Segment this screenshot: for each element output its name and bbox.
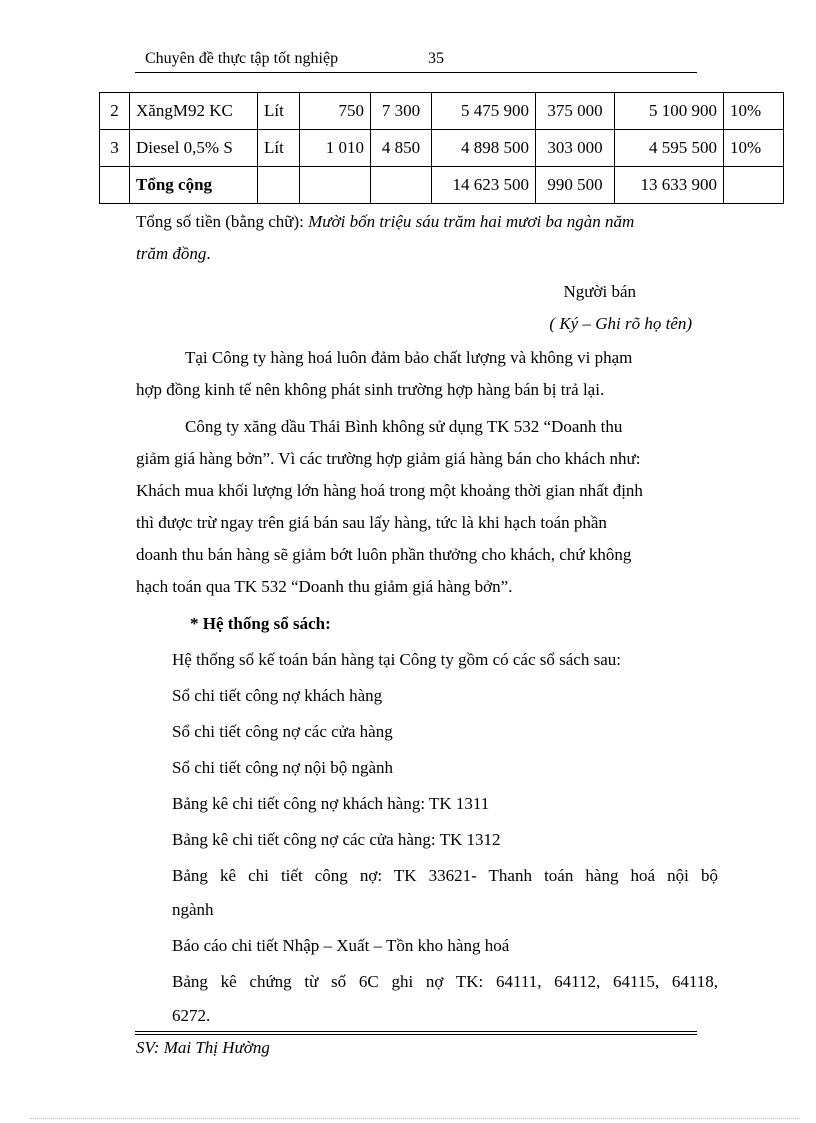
amount-in-words: Tổng số tiền (bằng chữ): Mười bốn triệu sáu trăm hai mươi ba ngàn năm trăm đồng. (136, 212, 635, 263)
discount: 375 000 (536, 93, 615, 130)
section-heading: * Hệ thống sổ sách: (190, 614, 331, 633)
page-number: 35 (428, 50, 444, 67)
total-discount: 990 500 (536, 167, 615, 204)
table-row (100, 130, 784, 167)
unit-price: 7 300 (371, 93, 432, 130)
item-name: XăngM92 KC (130, 93, 258, 130)
unit: Lít (258, 93, 300, 130)
amount-words-value-2: trăm đồng (136, 244, 207, 263)
list-item: Bảng kê chi tiết công nợ khách hàng: TK 1311 (172, 794, 490, 813)
section-intro: Hệ thống sổ kế toán bán hàng tại Công ty gồm có các sổ sách sau: (172, 650, 621, 669)
list-item-continuation: 6272. (172, 1006, 211, 1025)
total-amount: 14 623 500 (432, 167, 536, 204)
tax-rate: 10% (724, 130, 784, 167)
paragraph-discounts: Công ty xăng dầu Thái Bình không sử dụng TK 532 “Doanh thu giảm giá hàng bởn”. Vì các trường hợp giảm giá hàng bán cho khách như: Khách mua khối lượng lớn hàng hoá trong một khoảng thời gian nhất định thì được trừ ngay trên giá bán sau lấy hàng, tức là khi hạch toán phần doanh thu bán hàng sẽ giảm bớt luôn phần thưởng cho khách, chứ không hạch toán qua TK 532 “Doanh thu giảm giá hàng bởn”. (136, 417, 643, 596)
list-item: Sổ chi tiết công nợ nội bộ ngành (172, 758, 393, 777)
invoice-table (99, 92, 784, 204)
item-name: Diesel 0,5% S (130, 130, 258, 167)
footer-rule (135, 1034, 697, 1035)
list-item: Bảng kê chứng từ số 6C ghi nợ TK: 64111, 64112, 64115, 64118, (172, 972, 718, 991)
list-item: Sổ chi tiết công nợ các cửa hàng (172, 722, 393, 741)
total-row (100, 167, 784, 204)
signature-title: Người bán (563, 282, 636, 301)
signature-note: ( Ký – Ghi rõ họ tên) (549, 314, 692, 333)
amount: 5 475 900 (432, 93, 536, 130)
footer-rule (135, 1031, 697, 1032)
footer-student: SV: Mai Thị Hường (136, 1038, 270, 1057)
unit-price: 4 850 (371, 130, 432, 167)
discount: 303 000 (536, 130, 615, 167)
total-label: Tổng cộng (130, 167, 258, 204)
quantity: 750 (300, 93, 371, 130)
page-header (135, 48, 697, 73)
row-index: 3 (100, 130, 130, 167)
list-item-continuation: ngành (172, 900, 214, 919)
net-amount: 5 100 900 (615, 93, 724, 130)
list-item: Bảng kê chi tiết công nợ các cửa hàng: TK 1312 (172, 830, 501, 849)
row-index: 2 (100, 93, 130, 130)
table-row (100, 93, 784, 130)
header-title: Chuyên đề thực tập tốt nghiệp (145, 50, 339, 67)
tax-rate: 10% (724, 93, 784, 130)
paragraph-returns: Tại Công ty hàng hoá luôn đảm bảo chất lượng và không vi phạm hợp đồng kinh tế nên không phát sinh trường hợp hàng bán bị trả lại. (136, 348, 633, 399)
amount: 4 898 500 (432, 130, 536, 167)
page-bottom-border (30, 1118, 800, 1119)
quantity: 1 010 (300, 130, 371, 167)
net-amount: 4 595 500 (615, 130, 724, 167)
amount-words-value-1: Mười bốn triệu sáu trăm hai mươi ba ngàn năm (308, 212, 635, 231)
total-net: 13 633 900 (615, 167, 724, 204)
list-item: Sổ chi tiết công nợ khách hàng (172, 686, 383, 705)
unit: Lít (258, 130, 300, 167)
list-item: Báo cáo chi tiết Nhập – Xuất – Tồn kho hàng hoá (172, 936, 510, 955)
amount-words-label: Tổng số tiền (bằng chữ): (136, 212, 309, 231)
list-item: Bảng kê chi tiết công nợ: TK 33621- Thanh toán hàng hoá nội bộ (172, 866, 718, 885)
